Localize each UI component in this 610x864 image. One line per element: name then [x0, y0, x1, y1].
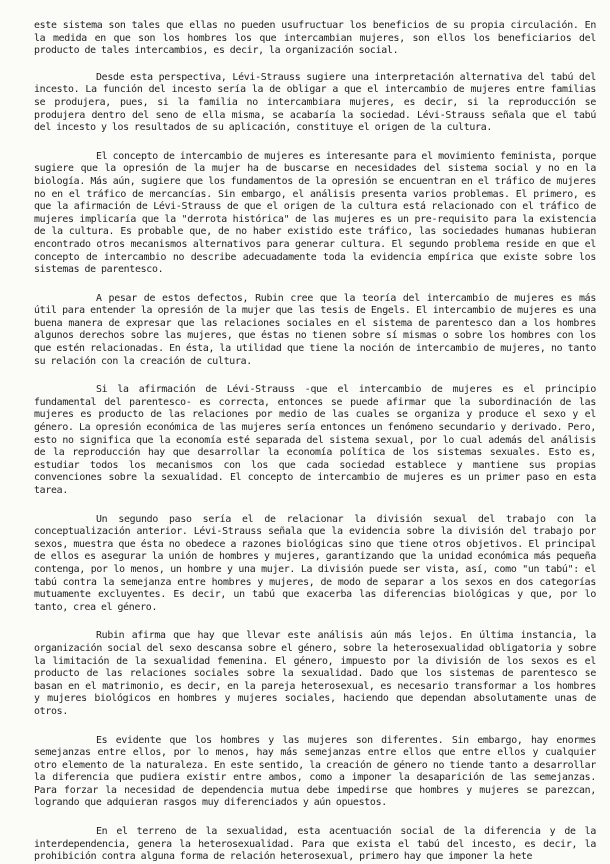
paragraph-5: Si la afirmación de Lévi-Strauss -que el intercambio de mujeres es el principio fundamental del parentesco- es correcta, entonces se puede afirmar que la subordinación de las mujeres es producto de las relaciones por medio de las cuales se organiza y produce el sexo y el género. La opresión económica de las mujeres sería entonces un fenómeno secundario y derivado. Pero, esto no significa que la economía esté separada del sistema sexual, por lo cual además del análisis de la reproducción hay que desarrollar la economía política de los sistemas sexuales. Esto es, estudiar todos los mecanismos con los que cada sociedad establece y mantiene sus propias convenciones sobre la sexualidad. El concepto de intercambio de mujeres es un primer paso en esta tarea.: [34, 384, 596, 496]
paragraph-1: este sistema son tales que ellas no pueden usufructuar los beneficios de su propia circulación. En la medida en que son los hombres los que intercambian mujeres, son ellos los beneficiarios del producto de tales intercambios, es decir, la organización social.: [34, 20, 596, 57]
paragraph-3: El concepto de intercambio de mujeres es interesante para el movimiento feminista, porque sugiere que la opresión de la mujer ha de buscarse en necesidades del sistema social y no en la biología. Más aún, sugiere que los fundamentos de la opresión se encuentran en el tráfico de mujeres no en el tráfico de mercancías. Sin embargo, el análisis presenta varios problemas. El primero, es que la afirmación de Lévi-Strauss de que el origen de la cultura está relacionado con el tráfico de mujeres implicaría que la "derrota histórica" de las mujeres es un pre-requisito para la existencia de la cultura. Es probable que, de no haber existido este tráfico, las sociedades humanas hubieran encontrado otros mecanismos alternativos para generar cultura. El segundo problema reside en que el concepto de intercambio no describe adecuadamente toda la evidencia empírica que existe sobre los sistemas de parentesco.: [34, 150, 596, 276]
paragraph-2: Desde esta perspectiva, Lévi-Strauss sugiere una interpretación alternativa del tabú del incesto. La función del incesto sería la de obligar a que el intercambio de mujeres entre familias se produjera, pues, si la familia no intercambiara mujeres, es decir, si la reproducción se produjera dentro del seno de ella misma, se acabaría la sociedad. Lévi-Strauss señala que el tabú del incesto y los resultados de su aplicación, constituye el origen de la cultura.: [34, 71, 596, 134]
paragraph-9: En el terreno de la sexualidad, esta acentuación social de la diferencia y de la interdependencia, genera la heterosexualidad. Para que exista el tabú del incesto, es decir, la prohibición contra alguna forma de relación heterosexual, primero hay que imponer la hete: [34, 826, 596, 863]
paragraph-6: Un segundo paso sería el de relacionar la división sexual del trabajo con la conceptualización anterior. Lévi-Strauss señala que la evidencia sobre la división del trabajo por sexos, muestra que ésta no obedece a razones biológicas sino que tiene otros objetivos. El principal de ellos es asegurar la unión de hombres y mujeres, garantizando que la unidad económica más pequeña contenga, por lo menos, un hombre y una mujer. La división puede ser vista, así, como "un tabú": el tabú contra la semejanza entre hombres y mujeres, de modo de separar a los sexos en dos categorías mutuamente excluyentes. Es decir, un tabú que exacerba las diferencias biológicas y que, por lo tanto, crea el género.: [34, 513, 596, 613]
paragraph-8: Es evidente que los hombres y las mujeres son diferentes. Sin embargo, hay enormes semejanzas entre ellos, por lo menos, hay más semejanzas entre ellos que entre ellos y cualquier otro elemento de la naturaleza. En este sentido, la creación de género no tiende tanto a desarrollar la diferencia que pudiera existir entre ambos, como a imponer la desaparición de las semejanzas. Para forzar la necesidad de dependencia mutua debe impedirse que hombres y mujeres se parezcan, logrando que adquieran rasgos muy diferenciados y aún opuestos.: [34, 734, 596, 809]
paragraph-7: Rubin afirma que hay que llevar este análisis aún más lejos. En última instancia, la organización social del sexo descansa sobre el género, sobre la heterosexualidad obligatoria y sobre la limitación de la sexualidad femenina. El género, impuesto por la división de los sexos es el producto de las relaciones sociales sobre la sexualidad. Dado que los sistemas de parentesco se basan en el matrimonio, es decir, en la pareja heterosexual, es necesario transformar a los hombres y mujeres biológicos en hombres y mujeres sociales, haciendo que dependan absolutamente unas de otros.: [34, 630, 596, 717]
paragraph-4: A pesar de estos defectos, Rubin cree que la teoría del intercambio de mujeres es más útil para entender la opresión de la mujer que las tesis de Engels. El intercambio de mujeres es una buena manera de expresar que las relaciones sociales en el sistema de parentesco dan a los hombres algunos derechos sobre las mujeres, que éstas no tienen sobre sí mismas o sobre los hombres con los que estén relacionadas. En ésta, la utilidad que tiene la noción de intercambio de mujeres, no tanto su relación con la creación de cultura.: [34, 292, 596, 367]
